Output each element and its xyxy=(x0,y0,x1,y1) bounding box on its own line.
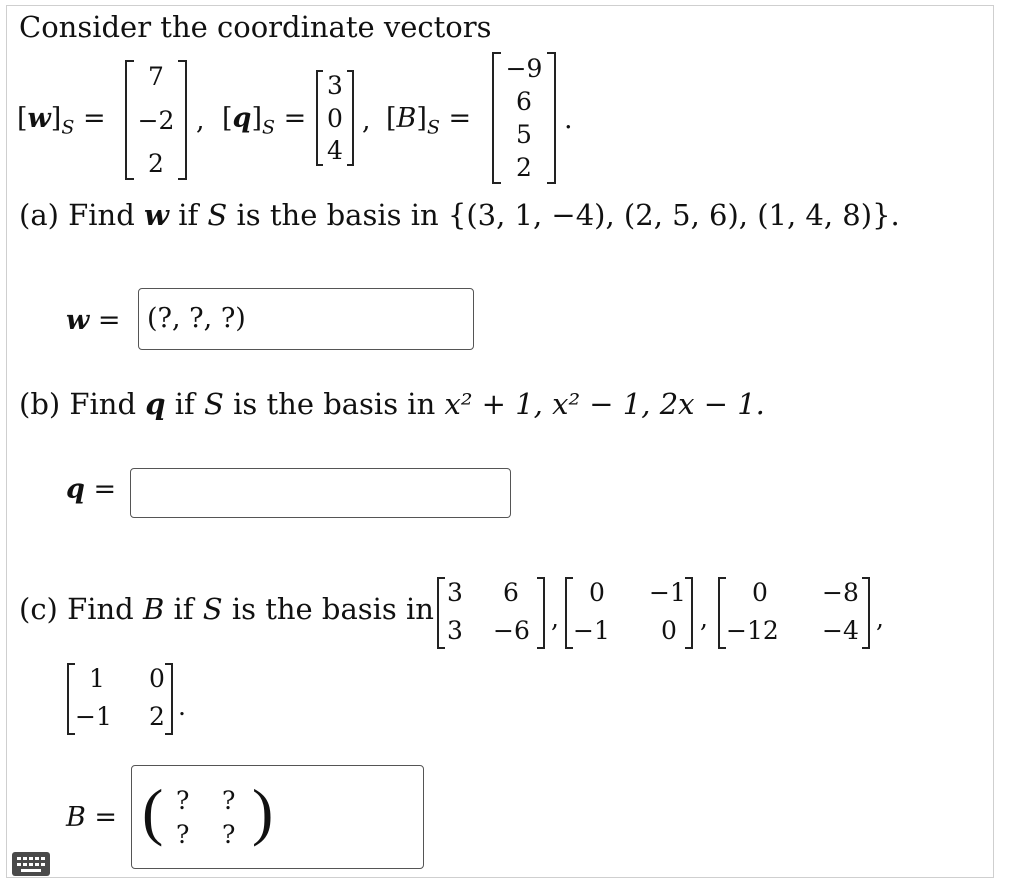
comma-m2: , xyxy=(700,604,708,633)
period-1: . xyxy=(564,104,573,135)
answer-c-right-paren: ) xyxy=(252,776,274,847)
answer-a-input[interactable] xyxy=(138,288,474,350)
answer-c-left-paren: ( xyxy=(142,776,164,847)
matrix-3-left-bracket xyxy=(718,577,726,649)
q-coord-label: $[q]_S$ = xyxy=(222,103,307,139)
q-vector: 3 0 4 xyxy=(327,71,343,165)
q-right-bracket xyxy=(347,70,354,166)
answer-b-input[interactable] xyxy=(130,468,511,518)
answer-a-label: w = xyxy=(66,305,121,336)
part-a-question: (a) Find w if S is the basis in {(3, 1, −4), (2, 5, 6), (1, 4, 8)}. xyxy=(19,198,900,232)
period-m4: . xyxy=(178,692,186,721)
answer-c-label: B = xyxy=(66,802,118,833)
basis-matrix-2: 0 −1 −1 0 xyxy=(573,578,686,645)
basis-matrix-3: 0 −8 −12 −4 xyxy=(726,578,859,645)
answer-c-input[interactable] xyxy=(131,765,424,869)
part-c-question: (c) Find B if S is the basis in xyxy=(19,592,434,626)
basis-matrix-4: 1 0 −1 2 xyxy=(75,664,165,731)
answer-a-value: (?, ?, ?) xyxy=(147,303,246,334)
matrix-2-left-bracket xyxy=(565,577,573,649)
matrix-1-left-bracket xyxy=(437,577,445,649)
comma-1: , xyxy=(196,105,205,136)
part-b-question: (b) Find q if S is the basis in x² + 1, x² − 1, 2x − 1. xyxy=(19,387,765,421)
matrix-4-left-bracket xyxy=(67,663,75,735)
comma-2: , xyxy=(362,105,371,136)
intro-text: Consider the coordinate vectors xyxy=(19,10,492,44)
answer-c-matrix: ? ? ? ? xyxy=(176,786,236,849)
B-coord-label: $[B]_S$ = xyxy=(386,103,472,139)
matrix-3-right-bracket xyxy=(862,577,870,649)
w-left-bracket xyxy=(125,60,134,180)
matrix-4-right-bracket xyxy=(165,663,173,735)
B-vector: −9 6 5 2 xyxy=(505,54,543,182)
w-right-bracket xyxy=(178,60,187,180)
comma-m3: , xyxy=(876,604,884,633)
B-right-bracket xyxy=(547,52,556,184)
answer-b-label: q = xyxy=(66,474,117,505)
comma-m1: , xyxy=(551,604,559,633)
matrix-2-right-bracket xyxy=(685,577,693,649)
keyboard-icon[interactable] xyxy=(12,852,50,876)
basis-matrix-1: 3 6 3 −6 xyxy=(447,578,530,645)
w-vector: 7 −2 2 xyxy=(137,62,175,178)
matrix-1-right-bracket xyxy=(537,577,545,649)
w-coord-label: $[w]_S$ = xyxy=(17,103,106,139)
